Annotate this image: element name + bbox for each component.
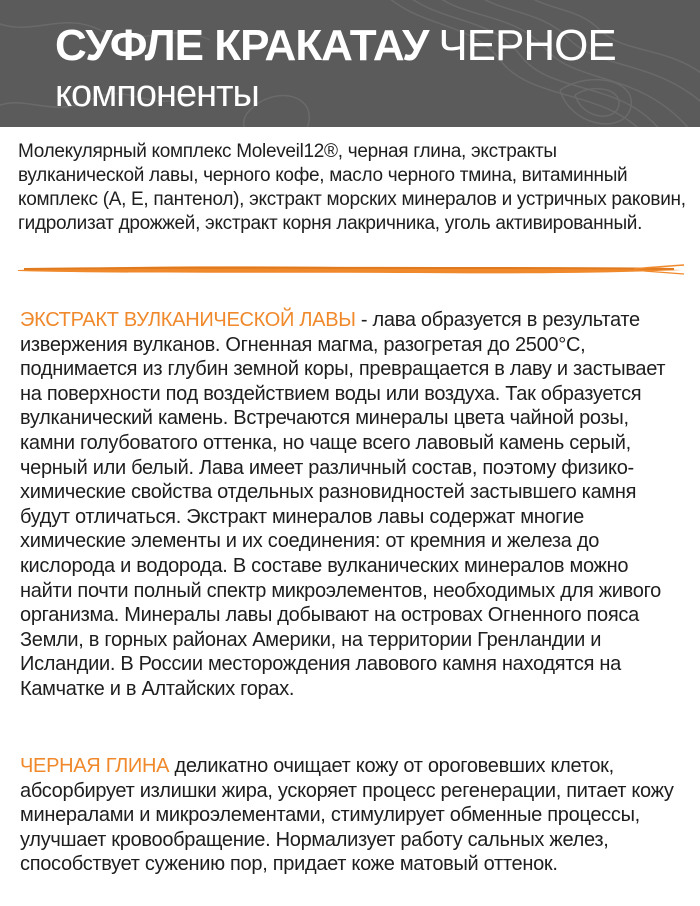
- page-subtitle: компоненты: [55, 73, 259, 115]
- section-heading: ЧЕРНАЯ ГЛИНА: [20, 755, 170, 777]
- ingredients-list: Молекулярный комплекс Moleveil12®, черная глина, экстракты вулканической лавы, черного кофе, масло черного тмина, витаминный комплекс (A, E, пантенол), экстракт морских минералов и устричных раковин, гидролизат дрожжей, экстракт корня лакричника, уголь активированный.: [18, 141, 686, 234]
- section-volcanic-lava: [20, 308, 684, 702]
- section-body: - лава образуется в результате извержения вулканов. Огненная магма, разогретая до 2500°С, поднимается из глубин земной коры, превращается в лаву и застывает на поверхности под воздействием воды или воздуха. Так образуется вулканический камень. Встречаются минералы цвета чайной розы, камни голубоватого оттенка, но чаще всего лавовый камень серый, черный или белый. Лава имеет различный состав, поэтому физико-химические свойства отдельных разновидностей застывшего камня будут отличаться. Экстракт минералов лавы содержат многие химические элементы и их соединения: от кремния и железа до кислорода и водорода. В составе вулканических минералов можно найти почти полный спектр микроэлементов, необходимых для живого организма. Минералы лавы добывают на островах Огненного пояса Земли, в горных районах Америки, на территории Гренландии и Исландии. В России месторождения лавового камня находятся на Камчатке и в Алтайских горах.: [20, 309, 666, 700]
- section-black-clay: [20, 754, 684, 877]
- product-variant: ЧЕРНОЕ: [438, 21, 616, 70]
- section-heading: ЭКСТРАКТ ВУЛКАНИЧЕСКОЙ ЛАВЫ: [20, 309, 356, 331]
- section-body: деликатно очищает кожу от ороговевших клеток, абсорбирует излишки жира, ускоряет процесс регенерации, питает кожу минералами и микроэлементами, стимулирует обменные процессы, улучшает кровообращение. Нормализует работу сальных желез, способствует сужению пор, придает коже матовый оттенок.: [20, 755, 674, 876]
- header-banner: [0, 0, 700, 127]
- brush-divider: [14, 262, 686, 278]
- product-name: СУФЛЕ КРАКАТАУ: [55, 21, 429, 70]
- page-title: [55, 20, 616, 72]
